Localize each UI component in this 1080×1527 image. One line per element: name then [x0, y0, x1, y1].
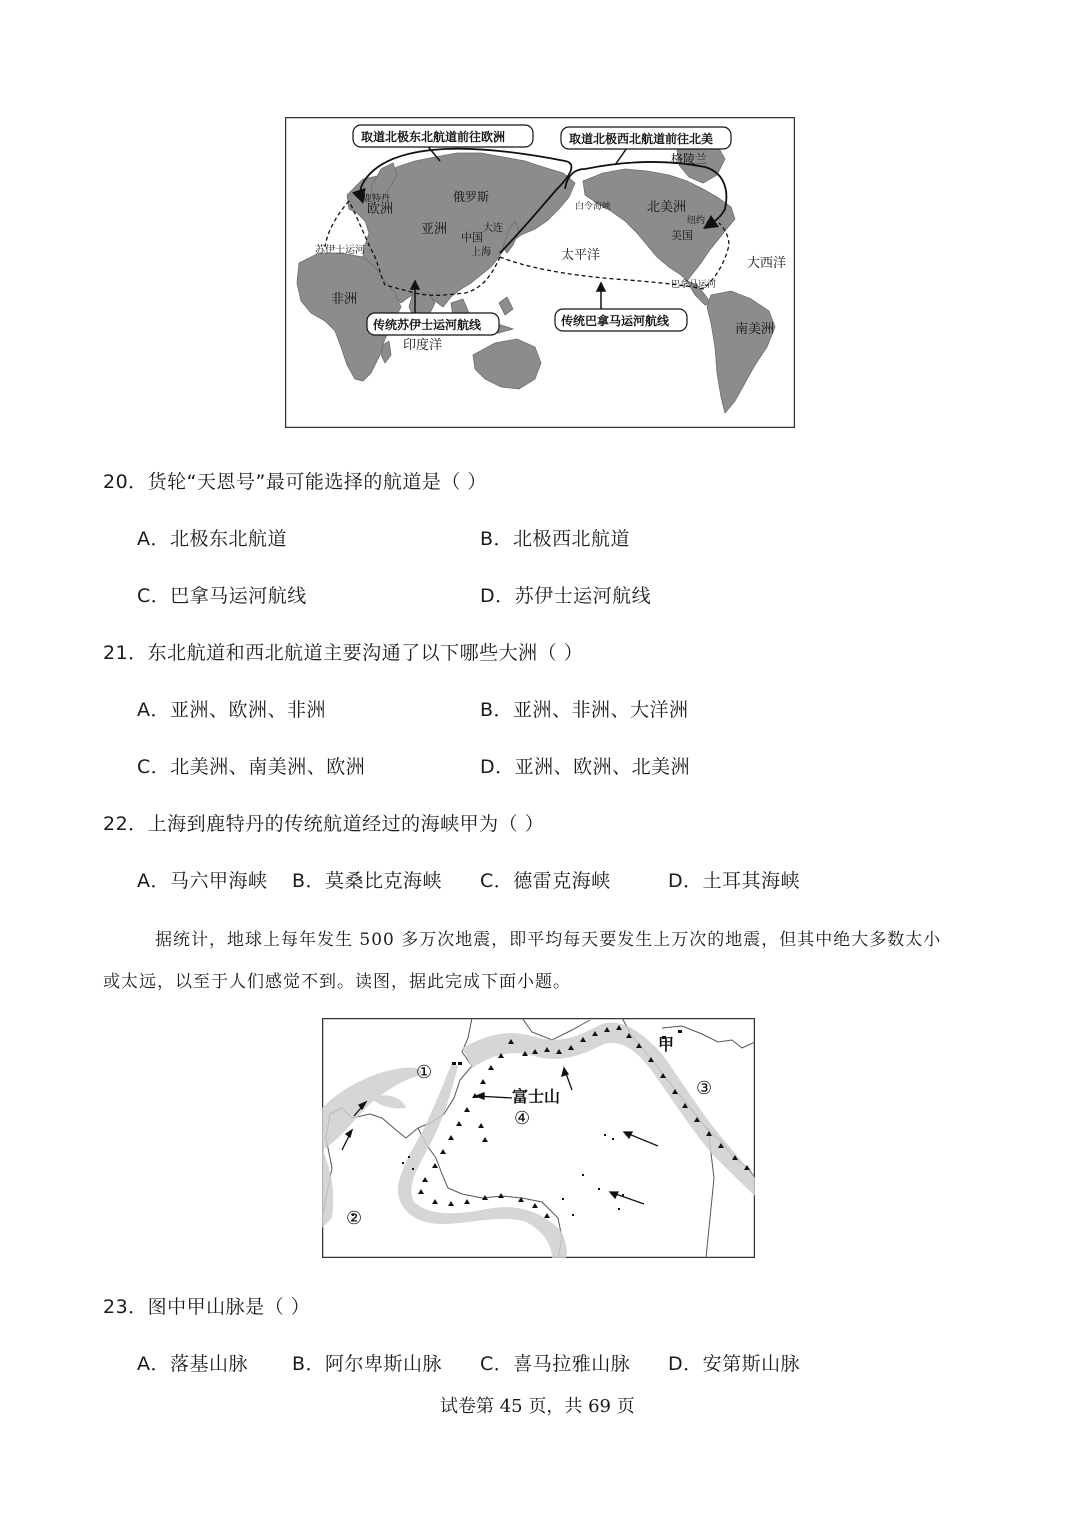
label-greenland: 格陵兰: [671, 152, 708, 166]
q23-option-d[interactable]: D．安第斯山脉: [668, 1353, 801, 1375]
q21-stem: 21．东北航道和西北航道主要沟通了以下哪些大洲（ ）: [103, 642, 584, 664]
label-circle-4: ④: [514, 1108, 531, 1129]
label-circle-3: ③: [696, 1078, 713, 1099]
label-africa: 非洲: [331, 292, 358, 307]
earthquake-belt-map: [322, 1018, 755, 1258]
label-europe: 欧洲: [367, 202, 394, 217]
label-fuji: 富士山: [512, 1087, 561, 1106]
label-jia: 甲: [658, 1035, 675, 1054]
page-footer: 试卷第 45 页，共 69 页: [440, 1396, 635, 1417]
label-rotterdam: 鹿特丹: [363, 194, 391, 204]
label-suez-canal: 苏伊士运河: [315, 245, 365, 256]
passage-line-2: 或太远，以至于人们感觉不到。读图，据此完成下面小题。: [103, 972, 571, 992]
label-circle-1: ①: [416, 1062, 433, 1083]
nw-route-label: 取道北极西北航道前往北美: [569, 132, 714, 146]
q20-stem: 20．货轮“天恩号”最可能选择的航道是（ ）: [103, 471, 487, 493]
q21-option-c[interactable]: C．北美洲、南美洲、欧洲: [137, 756, 366, 778]
q20-option-d[interactable]: D．苏伊士运河航线: [480, 585, 652, 607]
label-asia: 亚洲: [421, 222, 448, 237]
q21-option-a[interactable]: A．亚洲、欧洲、非洲: [137, 699, 326, 721]
label-dalian: 大连: [483, 223, 503, 234]
q23-stem: 23．图中甲山脉是（ ）: [103, 1296, 311, 1318]
label-circle-2: ②: [346, 1208, 363, 1229]
q20-option-b[interactable]: B．北极西北航道: [480, 528, 631, 550]
q23-option-a[interactable]: A．落基山脉: [137, 1353, 248, 1375]
q22-option-a[interactable]: A．马六甲海峡: [137, 870, 268, 892]
ne-route-label: 取道北极东北航道前往欧洲: [361, 130, 506, 144]
q22-option-d[interactable]: D．土耳其海峡: [668, 870, 801, 892]
q20-option-a[interactable]: A．北极东北航道: [137, 528, 287, 550]
label-atlantic: 大西洋: [747, 256, 787, 271]
label-bering-strait: 白令海峡: [575, 202, 612, 212]
label-russia: 俄罗斯: [453, 190, 490, 204]
q22-stem: 22．上海到鹿特丹的传统航道经过的海峡甲为（ ）: [103, 813, 545, 835]
q21-option-d[interactable]: D．亚洲、欧洲、北美洲: [480, 756, 691, 778]
label-panama-canal: 巴拿马运河: [671, 280, 717, 290]
passage-line-1: 据统计，地球上每年发生 500 多万次地震，即平均每天要发生上万次的地震，但其中绝大多数太小: [155, 930, 942, 950]
q20-option-c[interactable]: C．巴拿马运河航线: [137, 585, 307, 607]
q23-option-c[interactable]: C．喜马拉雅山脉: [480, 1353, 631, 1375]
suez-route-label: 传统苏伊士运河航线: [373, 318, 482, 332]
shipping-routes-map: [285, 117, 795, 428]
label-china: 中国: [461, 231, 483, 244]
q21-option-b[interactable]: B．亚洲、非洲、大洋洲: [480, 699, 689, 721]
label-newyork: 纽约: [687, 216, 706, 226]
q22-option-c[interactable]: C．德雷克海峡: [480, 870, 611, 892]
q22-option-b[interactable]: B．莫桑比克海峡: [292, 870, 443, 892]
label-north-america: 北美洲: [647, 200, 687, 215]
panama-route-label: 传统巴拿马运河航线: [561, 314, 670, 328]
label-indian-ocean: 印度洋: [403, 338, 443, 353]
label-usa: 美国: [671, 229, 693, 242]
q23-option-b[interactable]: B．阿尔卑斯山脉: [292, 1353, 443, 1375]
label-shanghai: 上海: [471, 247, 491, 258]
label-south-america: 南美洲: [735, 322, 775, 337]
label-pacific: 太平洋: [561, 248, 601, 263]
